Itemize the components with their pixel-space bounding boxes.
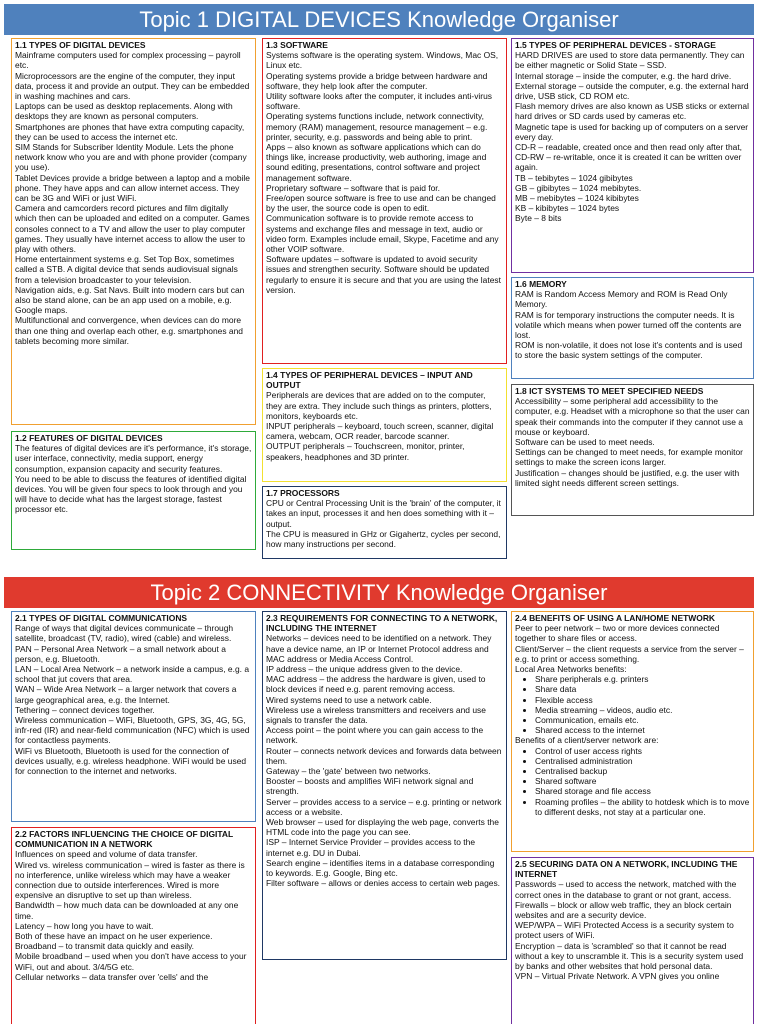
list-item: • Shared software <box>535 776 750 786</box>
paragraph: Cellular networks – data transfer over 'cells' and the <box>15 971 209 982</box>
paragraph: Wired systems need to use a network cable. <box>266 694 432 705</box>
paragraph: Filter software – allows or denies access to certain web pages. <box>266 878 501 889</box>
paragraph: Mobile broadband – used when you don't have access to your WiFi, out and about. 3/4/5G etc. <box>15 951 247 972</box>
paragraph: The features of digital devices are it's performance, it's storage, user interface, connectivity, media support, energy consumption, expansion capacity and security features. <box>15 443 252 474</box>
paragraph: GB – gibibytes – 1024 mebibytes. <box>515 182 642 193</box>
section-title: 2.4 BENEFITS OF USING A LAN/HOME NETWORK <box>515 613 716 623</box>
section-1-4-peripheral-input-output <box>262 368 507 482</box>
paragraph: WEP/WPA – WiFi Protected Access is a security system to protect users of WiFi. <box>515 920 734 941</box>
paragraph: MAC address – the address the hardware is given, used to block devices if need e.g. parent removing access. <box>266 674 486 695</box>
paragraph: Laptops can be used as desktop replacements. Along with desktops they are known as personal computers. <box>15 101 233 122</box>
paragraph: Encryption – data is 'scrambled' so that it cannot be read without a key to unscramble it. This is a security system used by banks and other websites that hold personal data. <box>515 940 744 972</box>
paragraph: Mainframe computers used for complex processing – payroll etc. <box>15 50 241 71</box>
paragraph: Accessibility – some peripheral add accessibility to the computer, e.g. Headset with a microphone so that the user can speak their commands into the computer if they cannot use a mouse or keyboard. <box>515 396 750 437</box>
paragraph: The CPU is measured in GHz or Gigahertz, cycles per second, how many instructions per second. <box>266 528 501 550</box>
list-item: • Share peripherals e.g. printers <box>535 674 750 684</box>
list-item: • Media streaming – videos, audio etc. <box>535 705 750 715</box>
paragraph: IP address – the unique address given to the device. <box>266 664 463 675</box>
section-2-5-securing-data <box>511 857 754 1024</box>
section-2-1-types-of-digital-communications <box>11 611 256 822</box>
list-item: • Control of user access rights <box>535 746 750 756</box>
paragraph: Firewalls – block or allow web traffic, they an block certain websites and are a security device. <box>515 899 732 921</box>
paragraph: Apps – also known as software applications which can do things like, increase productivity, web authoring, image and sound editing, presentations, control software and project management software. <box>266 142 487 183</box>
section-2-4-benefits-of-lan <box>511 611 754 852</box>
paragraph: Tethering – connect devices together. <box>15 704 155 715</box>
paragraph: Local Area Networks benefits: <box>515 664 627 675</box>
paragraph: Operating systems functions include, network connectivity, memory (RAM) management, resource management – e.g. printer, security, e.g. passwords and being able to print. <box>266 111 488 142</box>
section-2-3-requirements-for-connecting <box>262 611 507 960</box>
paragraph: MB – mebibytes – 1024 kibibytes <box>515 193 639 204</box>
paragraph: Client/Server – the client requests a service from the server – e.g. to print or access something. <box>515 643 744 664</box>
section-title: 2.5 SECURING DATA ON A NETWORK, INCLUDING THE INTERNET <box>515 859 738 880</box>
topic1-banner: Topic 1 DIGITAL DEVICES Knowledge Organiser <box>4 4 754 35</box>
list-item: • Shared storage and file access <box>535 786 750 796</box>
section-1-6-memory <box>511 277 754 379</box>
paragraph: LAN – Local Area Network – a network inside a campus, e.g. a school that jut covers that area. <box>15 664 250 685</box>
section-title: 1.5 TYPES OF PERIPHERAL DEVICES - STORAGE <box>515 40 716 50</box>
paragraph: OUTPUT peripherals – Touchscreen, monitor, printer, speakers, headphones and 3D printer. <box>266 441 465 462</box>
paragraph: PAN – Personal Area Network – a small network about a person, e.g. Bluetooth. <box>15 643 226 664</box>
paragraph: ISP – Internet Service Provider – provides access to the internet e.g. DU in Dubai. <box>266 837 476 858</box>
paragraph: Multifunctional and convergence, when devices can do more than one thing and overlap each other, e.g. smartphones and tablets becoming more similar. <box>15 315 243 346</box>
section-title: 1.1 TYPES OF DIGITAL DEVICES <box>15 40 146 50</box>
paragraph: Peer to peer network – two or more devices connected together to share files or access. <box>515 623 720 644</box>
paragraph: Wired vs. wireless communication – wired is faster as there is no interference, unlike wireless which may have a weaker connection due to outside interferences. Wired is more expensive an disruptive to set up than wireless. <box>15 859 245 901</box>
paragraph: Settings can be changed to meet needs, for example monitor settings to make the screen icons larger. <box>515 447 743 468</box>
section-title: 2.1 TYPES OF DIGITAL COMMUNICATIONS <box>15 613 188 623</box>
paragraph: Networks – devices need to be identified on a network. They have a device name, an IP or Internet Protocol address and MAC address or Media Access Control. <box>266 633 492 664</box>
paragraph: Utility software looks after the computer, it includes anti-virus software. <box>266 91 493 112</box>
paragraph: Both of these have an impact on he user experience. <box>15 931 213 942</box>
paragraph: INPUT peripherals – keyboard, touch screen, scanner, digital camera, webcam, OCR reader, barcode scanner. <box>266 421 494 442</box>
paragraph: VPN – Virtual Private Network. A VPN gives you online <box>515 971 720 982</box>
paragraph: Camera and camcorders record pictures and film digitally which then can be uploaded and edited on a computer. Games consoles connect to a TV and allow the user to play computer games. They usually have internet access to allow the user to play with others. <box>15 203 250 255</box>
paragraph: WAN – Wide Area Network – a larger network that covers a large geographical area, e.g. the Internet. <box>15 684 237 705</box>
section-title: 1.8 ICT SYSTEMS TO MEET SPECIFIED NEEDS <box>515 386 704 396</box>
paragraph: Range of ways that digital devices communicate – through satellite, broadcast (TV, radio), wired (cable) and wireless. <box>15 623 234 644</box>
paragraph: Wireless use a wireless transmitters and receivers and use signals to transfer the data. <box>266 704 486 726</box>
paragraph: Magnetic tape is used for backing up of computers on a server every day. <box>515 121 749 142</box>
section-1-7-processors <box>262 486 507 559</box>
section-title: 1.2 FEATURES OF DIGITAL DEVICES <box>15 433 163 443</box>
paragraph: Access point – the point where you can gain access to the network. <box>266 725 484 746</box>
paragraph: External storage – outside the computer, e.g. the external hard drive, USB stick, CD ROM etc. <box>515 80 749 102</box>
list-item: • Flexible access <box>535 695 750 705</box>
paragraph: Latency – how long you have to wait. <box>15 920 154 931</box>
paragraph: Booster – boosts and amplifies WiFi network signal and strength. <box>266 776 474 797</box>
list-item: • Shared access to the internet <box>535 725 750 735</box>
paragraph: Web browser – used for displaying the web page, converts the HTML code into the page you can see. <box>266 817 499 838</box>
paragraph: RAM is Random Access Memory and ROM is Read Only Memory. <box>515 289 728 310</box>
section-title: 1.6 MEMORY <box>515 279 567 289</box>
paragraph: Internal storage – inside the computer, e.g. the hard drive. <box>515 70 732 81</box>
paragraph: Server – provides access to a service – e.g. printing or network access or a website. <box>266 796 502 817</box>
section-1-8-ict-systems <box>511 384 754 516</box>
paragraph: You need to be able to discuss the features of identified digital devices. You will be given four specs to look through and you will have to decide what has the largest storage, fastest processor etc. <box>15 473 247 515</box>
section-title: 1.7 PROCESSORS <box>266 488 340 498</box>
paragraph: SIM Stands for Subscriber Identity Module. Lets the phone network know who you are and with phone provider (company you use). <box>15 142 247 173</box>
list-item: • Centralised administration <box>535 756 750 766</box>
list-item: • Communication, emails etc. <box>535 715 750 725</box>
paragraph: WiFi vs Bluetooth, Bluetooth is used for the connection of devices usually, e.g. wireless headphone. WiFi would be used for connection to the internet and networks. <box>15 745 247 777</box>
list-item: • Centralised backup <box>535 766 750 776</box>
section-title: 2.3 REQUIREMENTS FOR CONNECTING TO A NETWORK, INCLUDING THE INTERNET <box>266 613 498 634</box>
paragraph: Router – connects network devices and forwards data between them. <box>266 745 502 766</box>
client-server-benefits-list <box>515 746 750 817</box>
paragraph: CD-R – readable, created once and then read only after that, CD-RW – re-writable, once it is created it can be written over again. <box>515 142 743 173</box>
paragraph: Home entertainment systems e.g. Set Top Box, sometimes called a STB. A digital device that sends audiovisual signals from a television broadcaster to your television. <box>15 254 238 285</box>
paragraph: Influences on speed and volume of data transfer. <box>15 849 198 860</box>
paragraph: Byte – 8 bits <box>515 213 562 224</box>
list-item: • Share data <box>535 684 750 694</box>
paragraph: RAM is for temporary instructions the computer needs. It is volatile which means when power turned off the contents are lost. <box>515 309 742 341</box>
paragraph: Justification – changes should be justified, e.g. the user with limited sight needs different screen settings. <box>515 467 740 488</box>
section-1-5-storage-devices <box>511 38 754 273</box>
paragraph: Tablet Devices provide a bridge between a laptop and a mobile phone. They have apps and can allow internet access. They can be 3G and WiFi or just WiFi. <box>15 172 250 204</box>
section-1-3-software <box>262 38 507 364</box>
paragraph: Peripherals are devices that are added on to the computer, they are extra. They include such things as printers, plotters, monitors, keyboards etc. <box>266 390 492 421</box>
paragraph: ROM is non-volatile, it does not lose it's contents and is used to store the basic system settings of the computer. <box>515 340 743 361</box>
paragraph: Operating systems provide a bridge between hardware and software, they help look after the computer. <box>266 70 488 91</box>
section-title: 1.4 TYPES OF PERIPHERAL DEVICES – INPUT AND OUTPUT <box>266 370 473 391</box>
list-item: • Roaming profiles – the ability to hotdesk which is to move to different desks, not stay at a particular one. <box>535 797 750 817</box>
section-2-2-factors-influencing-communication <box>11 827 256 1024</box>
paragraph: Smartphones are phones that have extra computing capacity, they can be used to access the internet etc. <box>15 121 245 142</box>
paragraph: Bandwidth – how much data can be downloaded at any one time. <box>15 900 239 921</box>
section-1-2-features-of-digital-devices <box>11 431 256 550</box>
paragraph: Benefits of a client/server network are: <box>515 735 659 746</box>
paragraph: Microprocessors are the engine of the computer, they input data, process it and provide an output. They can be embedded in washing machines and cars. <box>15 70 250 102</box>
paragraph: Systems software is the operating system. Windows, Mac OS, Linux etc. <box>266 50 499 71</box>
section-title: 2.2 FACTORS INFLUENCING THE CHOICE OF DIGITAL COMMUNICATION IN A NETWORK <box>15 829 233 850</box>
paragraph: HARD DRIVES are used to store data permanently. They can be either magnetic or Solid State – SSD. <box>515 50 745 71</box>
paragraph: Passwords – used to access the network, matched with the correct ones in the database to grant or not grant, access. <box>515 879 737 900</box>
paragraph: Software updates – software is updated to avoid security issues and strengthen security. Software should be updated regularly to ensure it is secure and that you are using the latest version. <box>266 254 501 295</box>
paragraph: Software can be used to meet needs. <box>515 437 655 448</box>
paragraph: Proprietary software – software that is paid for. <box>266 182 440 193</box>
paragraph: TB – tebibytes – 1024 gibibytes <box>515 172 633 183</box>
paragraph: Wireless communication – WiFi, Bluetooth, GPS, 3G, 4G, 5G, infr-red (IR) and near-field communication (NFC) which is used for contactless payments. <box>15 715 250 746</box>
paragraph: CPU or Central Processing Unit is the 'brain' of the computer, it takes an input, processes it and hen does something with it – output. <box>266 498 501 529</box>
paragraph: Search engine – identifies items in a database corresponding to keywords. E.g. Google, Bing etc. <box>266 857 495 879</box>
paragraph: Broadband – to transmit data quickly and easily. <box>15 941 195 952</box>
section-title: 1.3 SOFTWARE <box>266 40 328 50</box>
paragraph: Free/open source software is free to use and can be changed by the user, the source code is open to edit. <box>266 193 496 214</box>
paragraph: Navigation aids, e.g. Sat Navs. Built into modern cars but can also be stand alone, can be an app used on a mobile, e.g. Google maps. <box>15 284 245 316</box>
lan-benefits-list <box>515 674 750 735</box>
paragraph: KB – kibibytes – 1024 bytes <box>515 203 620 214</box>
paragraph: Communication software is to provide remote access to systems and exchange files and message in text, audio or video form. Examples include email, Skype, Facetime and any other VOIP software. <box>266 213 499 255</box>
topic2-banner: Topic 2 CONNECTIVITY Knowledge Organiser <box>4 577 754 608</box>
section-1-1-types-of-digital-devices <box>11 38 256 425</box>
paragraph: Flash memory drives are also known as USB sticks or external hard drives or SD cards used by cameras etc. <box>515 101 749 122</box>
paragraph: Gateway – the 'gate' between two networks. <box>266 766 431 777</box>
